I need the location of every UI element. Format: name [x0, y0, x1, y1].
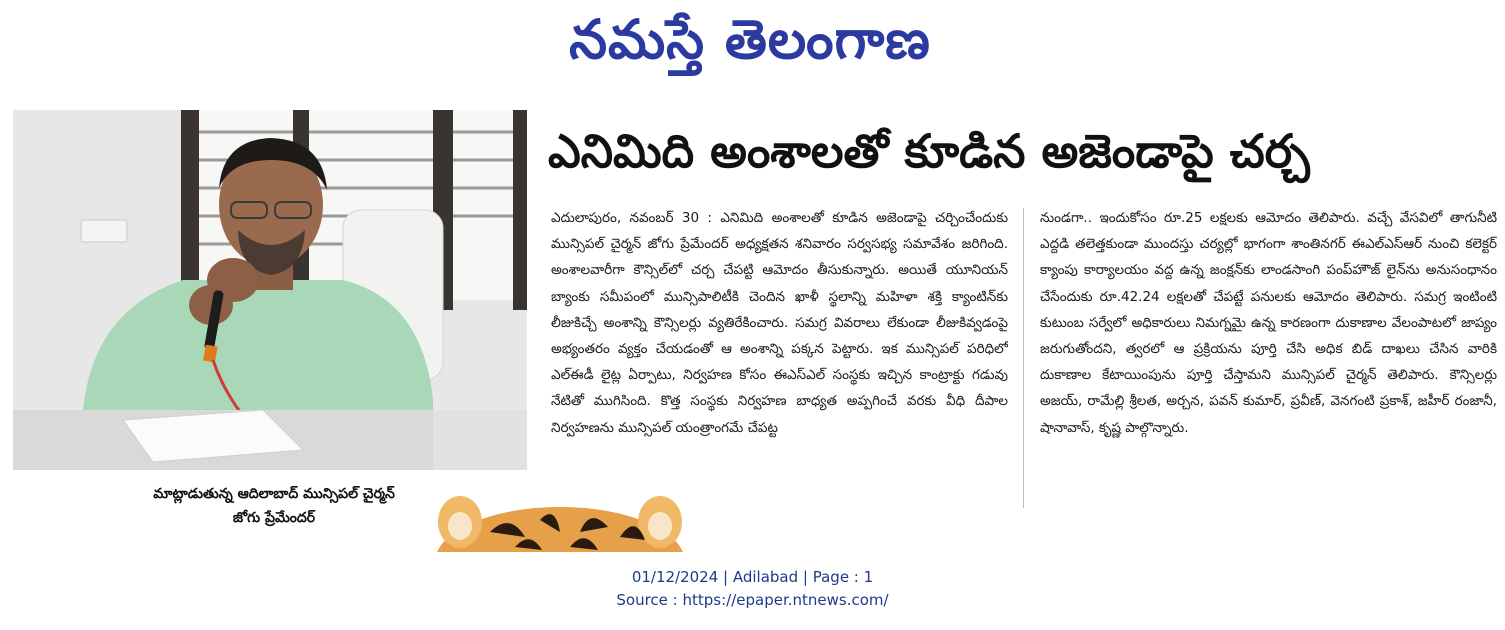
caption-line-1: మాట్లాడుతున్న ఆదిలాబాద్ మున్సిపల్ చైర్మన్	[153, 486, 395, 502]
column-divider	[1023, 208, 1024, 508]
footer-source-link[interactable]: Source : https://epaper.ntnews.com/	[616, 591, 889, 609]
footer-edition-info: 01/12/2024 | Adilabad | Page : 1	[631, 568, 874, 586]
page-footer	[0, 566, 1505, 612]
article-column-2: నుండగా.. ఇందుకోసం రూ.25 లక్షలకు ఆమోదం తెలిపారు. వచ్చే వేసవిలో తాగునీటి ఎద్దడి తలెత్తకుండా ముందస్తు చర్యల్లో భాగంగా శాంతినగర్ ఈఎల్‌ఎస్‌ఆర్ నుంచి కలెక్టర్ క్యాంపు కార్యాలయం వద్ద ఉన్న జంక్షన్‌కు లాండసాంగి పంప్‌హౌజ్ లైన్‌ను అనుసంధానం చేసేందుకు రూ.42.24 లక్షలతో చేపట్టే పనులకు ఆమోదం తెలిపారు. సమగ్ర ఇంటింటి కుటుంబ సర్వేలో అధికారులు నిమగ్నమై ఉన్న కారణంగా దుకాణాల వేలంపాటలో జాప్యం జరుగుతోందని, త్వరలో ఆ ప్రక్రియను పూర్తి చేసి అధిక బిడ్ దాఖలు చేసిన వారికి దుకాణాల కేటాయింపును పూర్తి చేస్తామని మున్సిపల్ చైర్మన్ తెలిపారు. కౌన్సిలర్లు అజయ్, రామేల్లి శ్రీలత, అర్చన, పవన్ కుమార్, ప్రవీణ్, వెనగంటి ప్రకాశ్, జహీర్ రంజానీ, షానావాస్, కృష్ణ పాల్గొన్నారు.	[1040, 210, 1497, 436]
caption-line-2: జోగు ప్రేమేందర్	[232, 510, 316, 526]
news-photo	[13, 110, 527, 470]
article-column-1: ఎదులాపురం, నవంబర్ 30 : ఎనిమిది అంశాలతో కూడిన అజెండాపై చర్చించేందుకు మున్సిపల్ చైర్మన్ జోగు ప్రేమేందర్ అధ్యక్షతన శనివారం సర్వసభ్య సమావేశం జరిగింది. అంశాలవారీగా కౌన్సిల్‌లో చర్చ చేపట్టి ఆమోదం తీసుకున్నారు. అయితే యూనియన్ బ్యాంకు సమీపంలో మున్సిపాలిటీకి చెందిన ఖాళీ స్థలాన్ని మహిళా శక్తి క్యాంటిన్‌కు లీజుకిచ్చే అంశాన్ని కౌన్సిలర్లు వ్యతిరేకించారు. సమగ్ర వివరాలు లేకుండా లీజుకివ్వడంపై అభ్యంతరం వ్యక్తం చేయడంతో ఆ అంశాన్ని పక్కన పెట్టారు. ఇక మున్సిపల్ పరిధిలో ఎల్‌ఈడీ లైట్ల ఏర్పాటు, నిర్వహణ కోసం ఈఎస్‌ఎల్ సంస్థకు ఇచ్చిన కాంట్రాక్టు గడువు నేటితో ముగిసింది. కొత్త సంస్థకు నిర్వహణ బాధ్యత అప్పగించే వరకు వీధి దీపాల నిర్వహణను మున్సిపల్ యంత్రాంగమే చేపట్ట	[551, 210, 1008, 436]
masthead-logo: నమస్తే తెలంగాణ	[569, 8, 931, 71]
article-headline: ఎనిమిది అంశాలతో కూడిన అజెండాపై చర్చ	[548, 124, 1310, 178]
tiger-graphic	[430, 492, 690, 552]
